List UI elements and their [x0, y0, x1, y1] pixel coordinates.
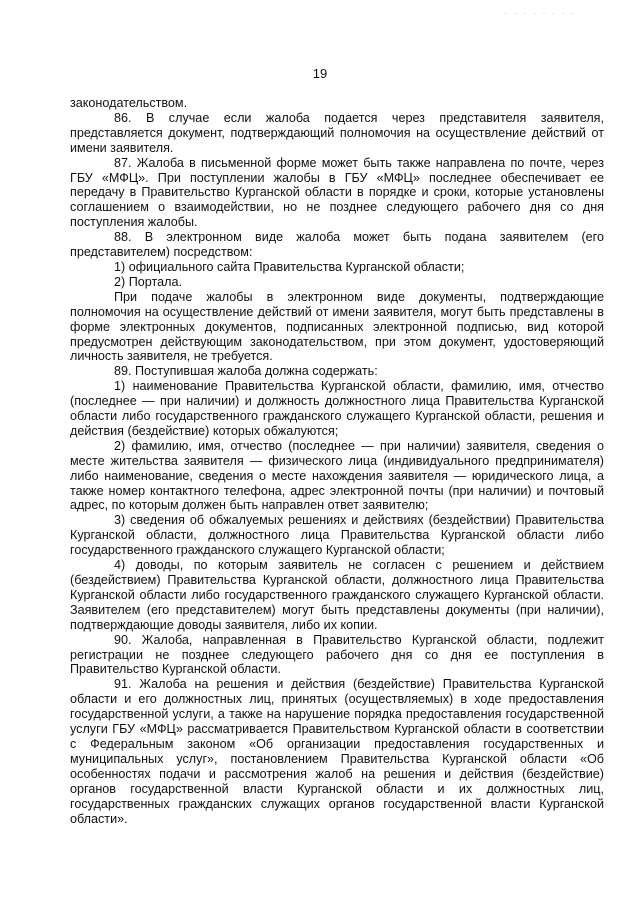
paragraph: 86. В случае если жалоба подается через представителя заявителя, представляется документ, подтверждающий полномочия на осуществление действий от имени заявителя.	[70, 110, 604, 155]
paragraph: 1) официального сайта Правительства Курганской области;	[114, 259, 465, 274]
paragraph: 2) фамилию, имя, отчество (последнее — при наличии) заявителя, сведения о месте жительства заявителя — физического лица (индивидуального предпринимателя) либо наименование, сведения о месте нахождения заявителя — юридического лица, а также номер контактного телефона, адрес электронной почты (при наличии) и почтовый адрес, по которым должен быть направлен ответ заявителю;	[70, 438, 604, 513]
paragraph: 2) Портала.	[114, 274, 182, 289]
page-number: 19	[312, 66, 328, 81]
paragraph: 1) наименование Правительства Курганской области, фамилию, имя, отчество (последнее — при наличии) и должность должностного лица Правительства Курганской области либо государственного гражданского служащего Курганской области, решения и действия (бездействие) которых обжалуются;	[70, 379, 604, 438]
document-body	[70, 96, 604, 826]
scan-artifact: · · · · · · · ·	[504, 8, 576, 18]
paragraph: 91. Жалоба на решения и действия (бездействие) Правительства Курганской области и его должностных лиц, принятых (осуществляемых) в ходе предоставления государственной услуги, а также на нарушение порядка предоставления государственной услуги ГБУ «МФЦ» рассматривается Правительством Курганской области в соответствии с Федеральным законом «Об организации предоставления государственных и муниципальных услуг», постановлением Правительства Курганской области «Об особенностях подачи и рассмотрения жалоб на решения и действия (бездействие) органов государственной власти Курганской области и их должностных лиц, государственных гражданских служащих органов государственной власти Курганской области».	[70, 677, 604, 826]
paragraph: 88. В электронном виде жалоба может быть подана заявителем (его представителем) посредством:	[70, 230, 604, 260]
paragraph: 90. Жалоба, направленная в Правительство Курганской области, подлежит регистрации не позднее следующего рабочего дня со дня ее поступления в Правительство Курганской области.	[70, 632, 604, 677]
paragraph: При подаче жалобы в электронном виде документы, подтверждающие полномочия на осуществление действий от имени заявителя, могут быть представлены в форме электронных документов, подписанных электронной подписью, вид которой предусмотрен действующим законодательством, при этом документ, удостоверяющий личность заявителя, не требуется.	[70, 289, 604, 364]
paragraph: 4) доводы, по которым заявитель не согласен с решением и действием (бездействием) Правительства Курганской области, должностного лица Правительства Курганской области либо государственного гражданского служащего Курганской области. Заявителем (его представителем) могут быть представлены документы (при наличии), подтверждающие доводы заявителя, либо их копии.	[70, 558, 604, 632]
paragraph: 87. Жалоба в письменной форме может быть также направлена по почте, через ГБУ «МФЦ». При поступлении жалобы в ГБУ «МФЦ» последнее обеспечивает ее передачу в Правительство Курганской области в порядке и сроки, которые установлены соглашением о взаимодействии, но не позднее следующего рабочего дня со дня поступления жалобы.	[70, 155, 604, 230]
paragraph: 3) сведения об обжалуемых решениях и действиях (бездействии) Правительства Курганской области, должностного лица Правительства Курганской области либо государственного гражданского служащего Курганской области;	[70, 513, 604, 558]
paragraph: 89. Поступившая жалоба должна содержать:	[114, 364, 378, 379]
paragraph: законодательством.	[70, 96, 188, 110]
